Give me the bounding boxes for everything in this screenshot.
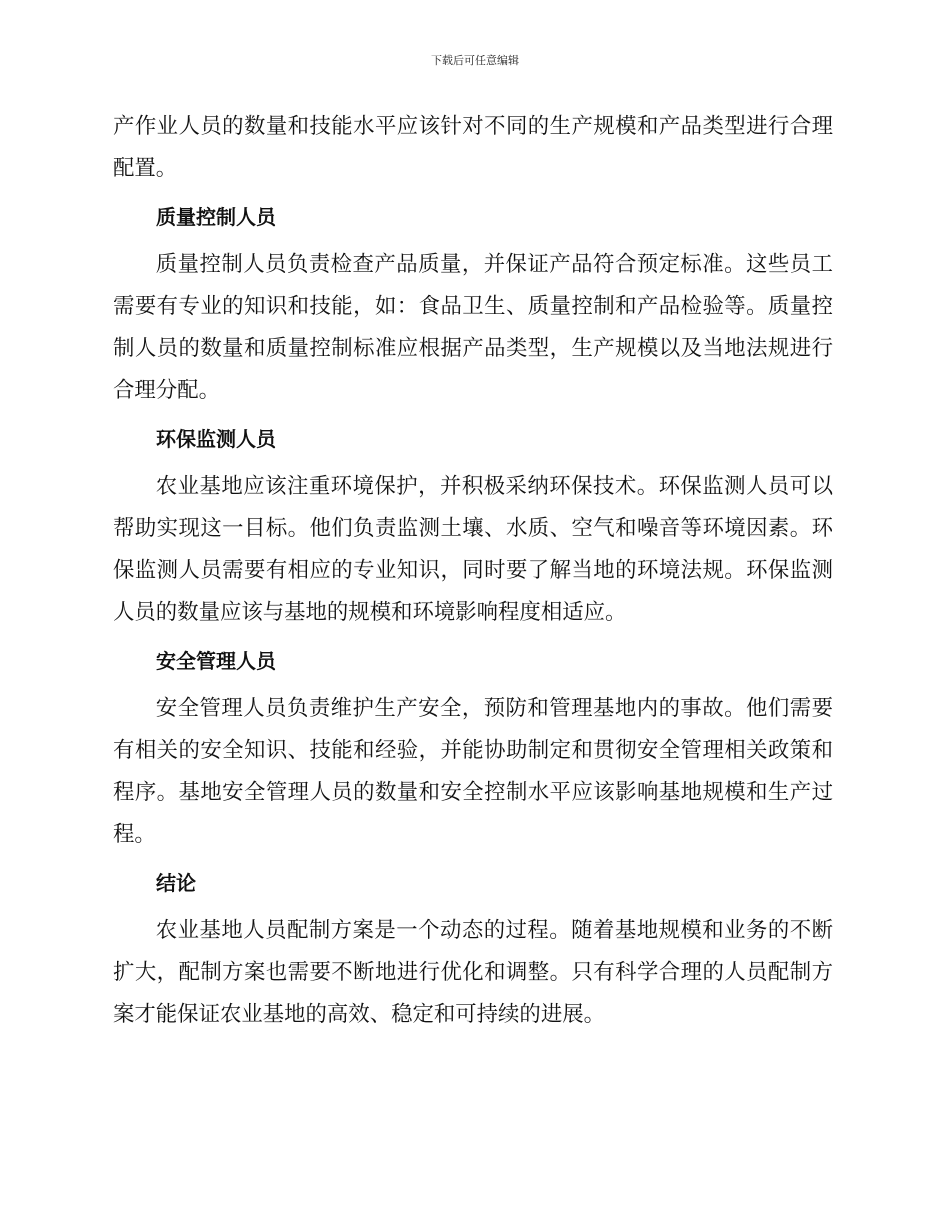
environment-monitoring-paragraph: 农业基地应该注重环境保护，并积极采纳环保技术。环保监测人员可以帮助实现这一目标。他们负责监测土壤、水质、空气和噪音等环境因素。环保监测人员需要有相应的专业知识，同时要了解当地的环境法规。环保监测人员的数量应该与基地的规模和环境影响程度相适应。: [113, 474, 833, 625]
conclusion-paragraph: 农业基地人员配制方案是一个动态的过程。随着基地规模和业务的不断扩大，配制方案也需要不断地进行优化和调整。只有科学合理的人员配制方案才能保证农业基地的高效、稳定和可持续的进展。: [113, 918, 833, 1027]
conclusion-heading: 结论: [156, 871, 196, 895]
safety-management-paragraph: 安全管理人员负责维护生产安全，预防和管理基地内的事故。他们需要有相关的安全知识、技能和经验，并能协助制定和贯彻安全管理相关政策和程序。基地安全管理人员的数量和安全控制水平应该影响基地规模和生产过程。: [113, 696, 833, 847]
safety-management-heading: 安全管理人员: [156, 649, 276, 673]
quality-control-heading: 质量控制人员: [156, 205, 276, 229]
page-header-note: 下载后可任意编辑: [431, 54, 519, 67]
document-body: [113, 106, 833, 1036]
intro-paragraph: 产作业人员的数量和技能水平应该针对不同的生产规模和产品类型进行合理配置。: [113, 114, 833, 181]
quality-control-paragraph: 质量控制人员负责检查产品质量，并保证产品符合预定标准。这些员工需要有专业的知识和技能，如：食品卫生、质量控制和产品检验等。质量控制人员的数量和质量控制标准应根据产品类型，生产规模以及当地法规进行合理分配。: [113, 252, 833, 403]
environment-monitoring-heading: 环保监测人员: [156, 427, 276, 451]
